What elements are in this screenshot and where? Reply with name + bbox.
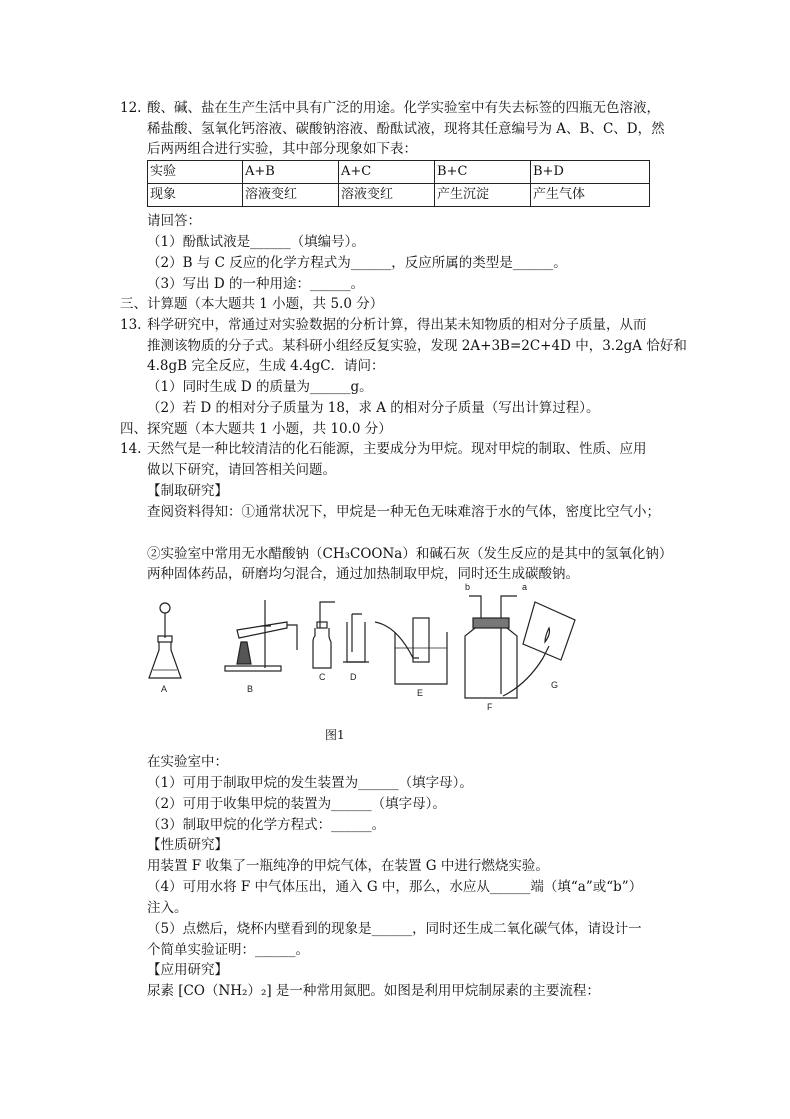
table-cell: 实验 xyxy=(148,161,243,184)
question-13-text: 推测该物质的分子式。某科研小组经反复实验，发现 2A+3B=2C+4D 中，3.2gA 恰好和 xyxy=(147,338,687,354)
question-12-text: 稀盐酸、氢氧化钙溶液、碳酸钠溶液、酚酞试液，现将其任意编号为 A、B、C、D，然 xyxy=(147,121,665,137)
question-12-text: 酸、碱、盐在生产生活中具有广泛的用途。化学实验室中有失去标签的四瓶无色溶液， xyxy=(147,100,660,116)
apparatus-e-trough-icon xyxy=(375,618,447,698)
apparatus-a-flask-icon xyxy=(149,603,181,694)
table-row xyxy=(148,161,650,184)
question-12-text: 后两两组合进行实验，其中部分现象如下表： xyxy=(147,141,417,157)
sub-question: （1）可用于制取甲烷的发生装置为______（填字母）。 xyxy=(147,775,473,791)
question-14-text: 两种固体药品，研磨均匀混合，通过加热制取甲烷，同时还生成碳酸钠。 xyxy=(147,566,579,582)
sub-question: 注入。 xyxy=(147,900,188,916)
question-14-number: 14. xyxy=(120,441,142,457)
question-14-text: 用装置 F 收集了一瓶纯净的甲烷气体，在装置 G 中进行燃烧实验。 xyxy=(147,858,549,874)
table-cell: B+D xyxy=(531,161,650,184)
apparatus-d-bottle-icon xyxy=(343,614,369,682)
table-cell: A+C xyxy=(339,161,435,184)
fig-label-f: F xyxy=(487,702,493,712)
sub-question: 个简单实验证明：______。 xyxy=(147,942,309,958)
table-cell: 产生沉淀 xyxy=(435,184,531,207)
fig-label-b-port: b xyxy=(465,582,471,592)
table-cell: B+C xyxy=(435,161,531,184)
question-14-text: ②实验室中常用无水醋酸钠（CH₃COONa）和碱石灰（发生反应的是其中的氢氧化钠） xyxy=(147,546,673,562)
apparatus-g-beaker-icon xyxy=(503,602,575,696)
sub-question: （3）制取甲烷的化学方程式：______。 xyxy=(147,817,386,833)
sub-question: （2）B 与 C 反应的化学方程式为______，反应所属的类型是______。 xyxy=(147,255,567,271)
question-13-text: 科学研究中，常通过对实验数据的分析计算，得出某未知物质的相对分子质量，从而 xyxy=(147,317,647,333)
sub-question: （5）点燃后，烧杯内壁看到的现象是______，同时还生成二氧化碳气体，请设计一 xyxy=(147,921,642,937)
table-cell: A+B xyxy=(243,161,339,184)
subsection-heading: 【制取研究】 xyxy=(147,483,228,499)
question-14-text: 尿素 [CO（NH₂）₂] 是一种常用氮肥。如图是利用甲烷制尿素的主要流程： xyxy=(147,983,600,999)
question-14-text: 天然气是一种比较清洁的化石能源，主要成分为甲烷。现对甲烷的制取、性质、应用 xyxy=(147,441,647,457)
question-14-text: 在实验室中： xyxy=(147,754,228,770)
figure-caption: 图1 xyxy=(325,728,345,742)
question-14-text: 查阅资料得知：①通常状况下，甲烷是一种无色无味难溶于水的气体，密度比空气小； xyxy=(147,504,660,520)
apparatus-c-bottle-icon xyxy=(313,602,335,682)
apparatus-b-heating-icon xyxy=(225,600,297,694)
question-12-number: 12. xyxy=(120,100,142,116)
fig-label-d: D xyxy=(350,672,357,682)
observation-table xyxy=(147,160,650,207)
fig-label-g: G xyxy=(551,680,559,690)
question-13-text: 4.8gB 完全反应，生成 4.4gC．请问： xyxy=(147,358,385,374)
apparatus-f-bottle-icon xyxy=(465,582,527,712)
sub-question: （4）可用水将 F 中气体压出，通入 G 中，那么，水应从______端（填“a”或“b”） xyxy=(147,879,643,895)
fig-label-a: A xyxy=(161,684,168,694)
prompt-text: 请回答： xyxy=(147,213,201,229)
fig-label-e: E xyxy=(417,688,424,698)
table-cell: 溶液变红 xyxy=(243,184,339,207)
sub-question: （3）写出 D 的一种用途：______。 xyxy=(147,276,364,292)
table-row xyxy=(148,184,650,207)
sub-question: （2）若 D 的相对分子质量为 18，求 A 的相对分子质量（写出计算过程）。 xyxy=(147,400,600,416)
apparatus-figure xyxy=(147,582,577,712)
section-heading: 三、计算题（本大题共 1 小题，共 5.0 分） xyxy=(120,296,384,312)
question-14-text: 做以下研究，请回答相关问题。 xyxy=(147,462,336,478)
sub-question: （1）同时生成 D 的质量为______g。 xyxy=(147,379,373,395)
section-heading: 四、探究题（本大题共 1 小题，共 10.0 分） xyxy=(120,421,392,437)
table-cell: 溶液变红 xyxy=(339,184,435,207)
fig-label-c: C xyxy=(319,672,326,682)
subsection-heading: 【性质研究】 xyxy=(147,837,228,853)
table-cell: 产生气体 xyxy=(531,184,650,207)
fig-label-b: B xyxy=(247,684,254,694)
subsection-heading: 【应用研究】 xyxy=(147,962,228,978)
sub-question: （2）可用于收集甲烷的装置为______（填字母）。 xyxy=(147,796,446,812)
question-13-number: 13. xyxy=(120,317,142,333)
fig-label-a-port: a xyxy=(522,582,528,592)
table-cell: 现象 xyxy=(148,184,243,207)
sub-question: （1）酚酞试液是______（填编号）。 xyxy=(147,234,365,250)
